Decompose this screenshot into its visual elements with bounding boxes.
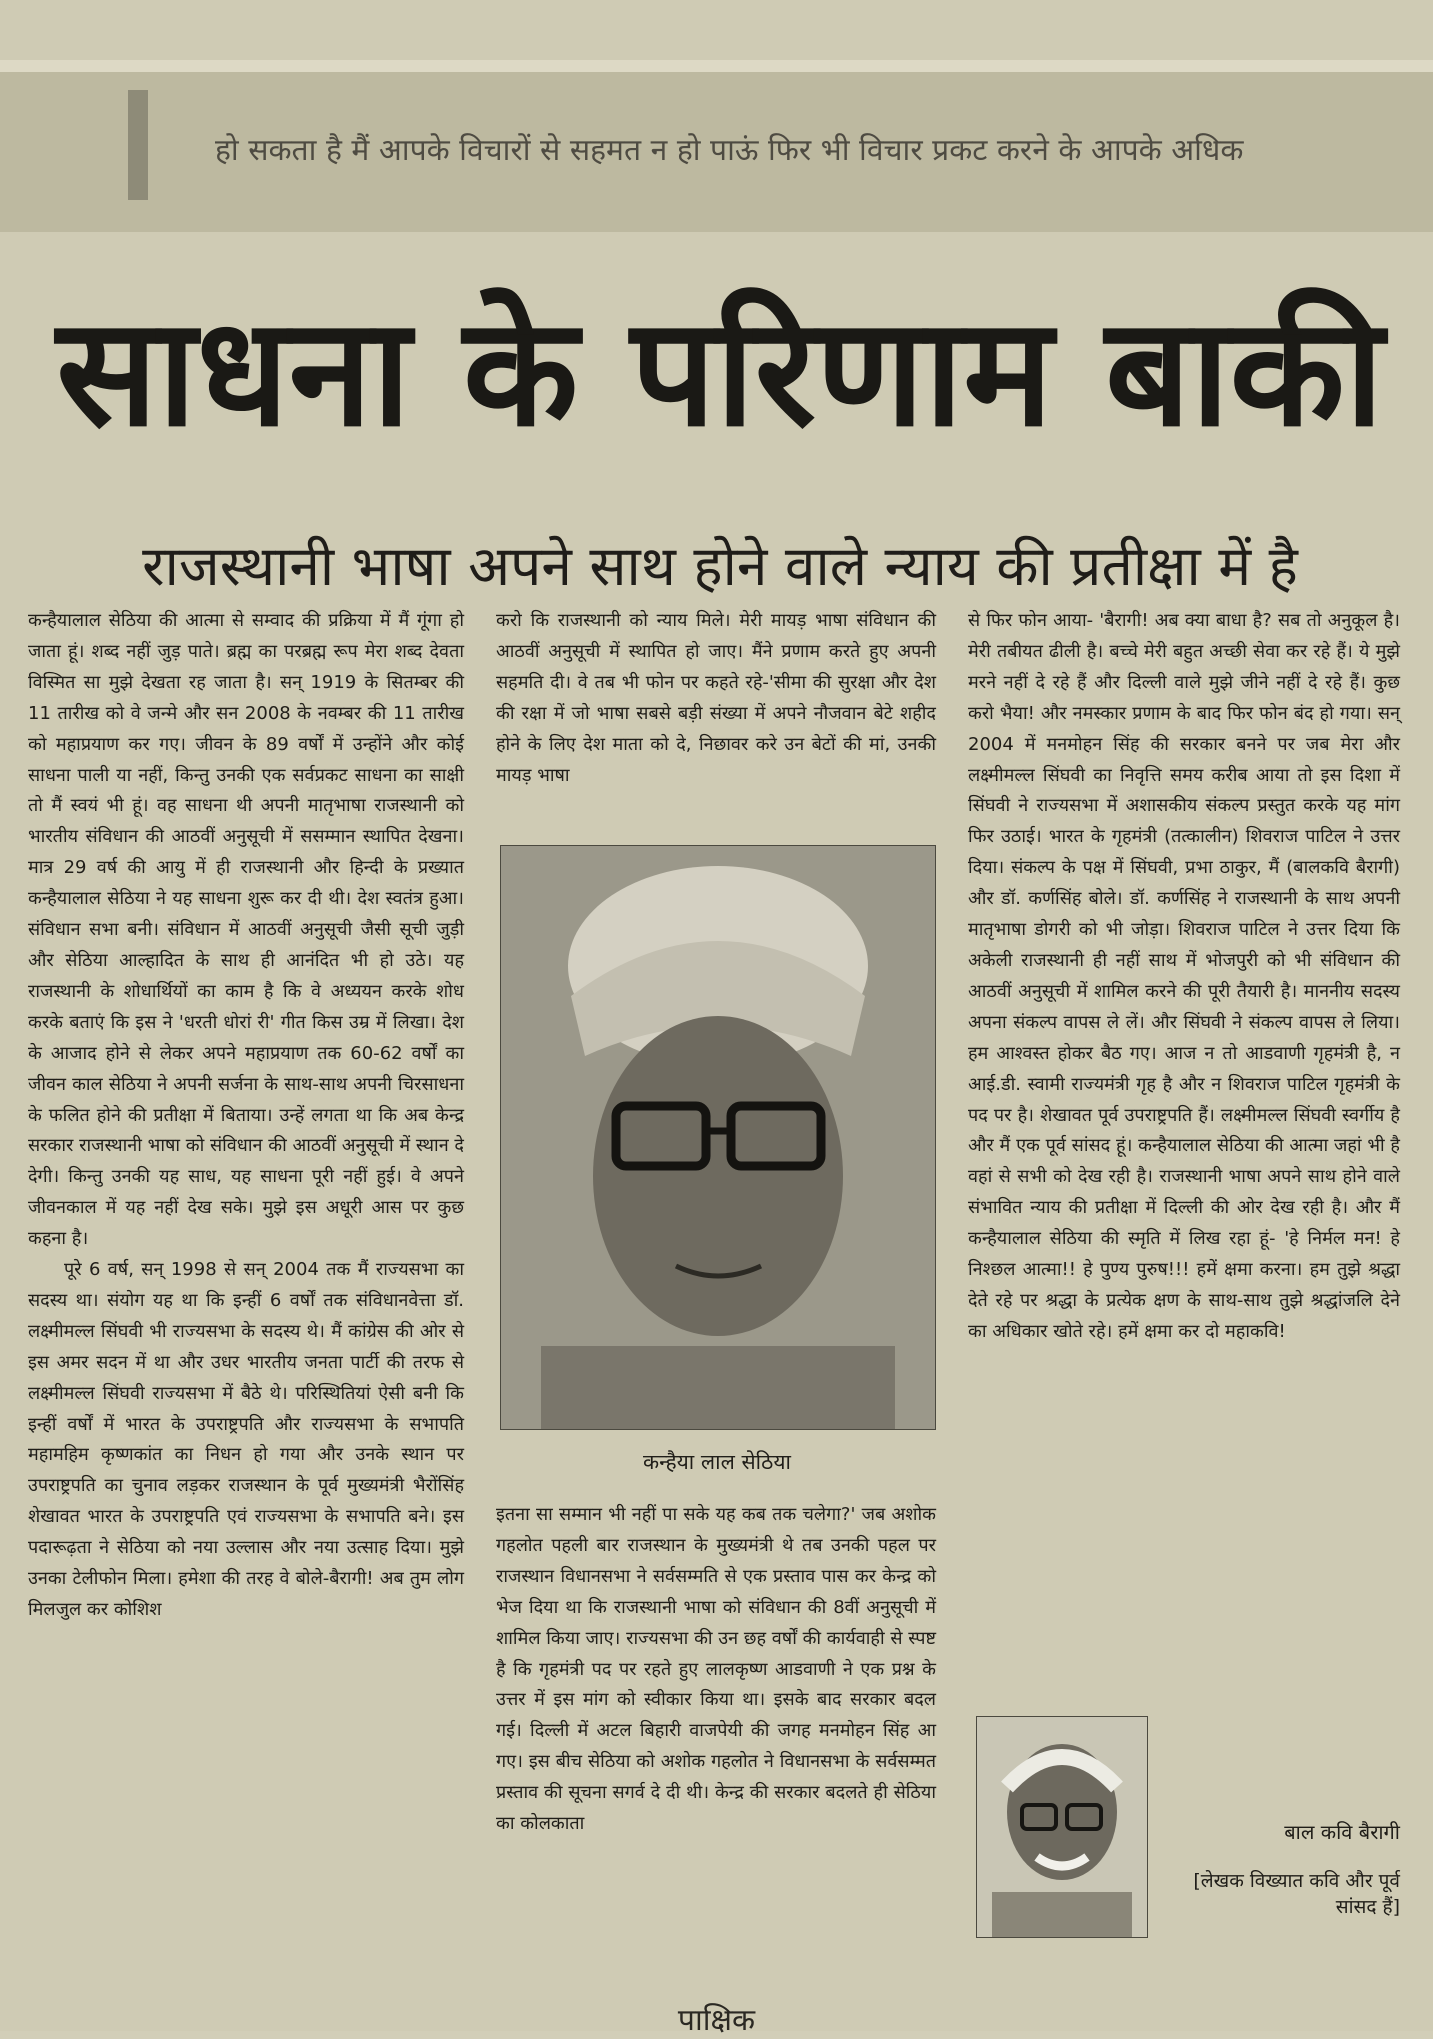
author-note: [लेखक विख्यात कवि और पूर्व सांसद हैं] xyxy=(1193,1870,1400,1918)
portrait-illustration xyxy=(501,846,935,1429)
article-paragraph: से फिर फोन आया- 'बैरागी! अब क्या बाधा है? सब तो अनुकूल है। मेरी तबीयत ढीली है। बच्चे मेरी बहुत अच्छी सेवा कर रहे हैं। ये मुझे मरने नहीं दे रहे हैं और दिल्ली वाले मुझे जीने नहीं दे रहे हैं। कुछ करो भैया! और नमस्कार प्रणाम के बाद फिर फोन बंद हो गया। सन् 2004 में मनमोहन सिंह की सरकार बनने पर जब मेरा और लक्ष्मीमल्ल सिंघवी का निवृत्ति समय करीब आया तो इस दिशा में सिंघवी ने राज्यसभा में अशासकीय संकल्प प्रस्तुत करके यह मांग फिर उठाई। भारत के गृहमंत्री (तत्कालीन) शिवराज पाटिल ने उत्तर दिया। संकल्प के पक्ष में सिंघवी, प्रभा ठाकुर, मैं (बालकवि बैरागी) और डॉ. कर्णसिंह बोले। डॉ. कर्णसिंह ने राजस्थानी के साथ अपनी मातृभाषा डोगरी को भी जोड़ा। शिवराज पाटिल ने उत्तर दिया कि अकेली राजस्थानी ही नहीं साथ में भोजपुरी को भी संविधान की आठवीं अनुसूची में शामिल करने की पूरी तैयारी है। माननीय सदस्य अपना संकल्प वापस ले लें। और सिंघवी ने संकल्प वापस ले लिया। हम आश्वस्त होकर बैठ गए। आज न तो आडवाणी गृहमंत्री है, न आई.डी. स्वामी राज्यमंत्री गृह है और न शिवराज पाटिल गृहमंत्री के पद पर है। शेखावत पूर्व उपराष्ट्रपति हैं। लक्ष्मीमल्ल सिंघवी स्वर्गीय है और मैं एक पूर्व सांसद हूं। कन्हैयालाल सेठिया की आत्मा जहां भी है वहां से सभी को देख रही है। राजस्थानी भाषा अपने साथ होने वाले संभावित न्याय की प्रतीक्षा में दिल्ली की ओर देख रही है। और मैं कन्हैयालाल सेठिया की स्मृति में लिख रहा हूं- 'हे निर्मल मन! हे निश्छल आत्मा!! हे पुण्य पुरुष!!! हमें क्षमा करना। हम तुझे श्रद्धा देते रहे पर श्रद्धा के प्रत्येक क्षण के साथ-साथ तुझे श्रद्धांजलि देने का अधिकार खोते रहे। हमें क्षमा कर दो महाकवि! xyxy=(968,610,1400,1342)
banner-quote: हो सकता है मैं आपके विचारों से सहमत न हो पाऊं फिर भी विचार प्रकट करने के आपके अधिक xyxy=(215,133,1244,168)
article-column-1 xyxy=(28,606,464,1626)
portrait-photo xyxy=(500,845,936,1430)
photo-caption: कन्हैया लाल सेठिया xyxy=(643,1450,791,1474)
author-photo xyxy=(976,1716,1148,1938)
article-column-3 xyxy=(968,606,1400,1348)
article-column-2-top xyxy=(496,606,936,791)
author-illustration xyxy=(977,1717,1147,1937)
headline: साधना के परिणाम बाकी xyxy=(56,286,1384,460)
article-paragraph: कन्हैयालाल सेठिया की आत्मा से सम्वाद की प्रक्रिया में मैं गूंगा हो जाता हूं। शब्द नहीं जुड़ पाते। ब्रह्म का परब्रह्म रूप मेरा शब्द देवता विस्मित सा मुझे देखता रह जाता है। सन् 1919 के सितम्बर की 11 तारीख को वे जन्मे और सन 2008 के नवम्बर की 11 तारीख को महाप्रयाण कर गए। जीवन के 89 वर्षों में उन्होंने और कोई साधना पाली या नहीं, किन्तु उनकी एक सर्वप्रकट साधना का साक्षी तो मैं स्वयं भी हूं। वह साधना थी अपनी मातृभाषा राजस्थानी को भारतीय संविधान की आठवीं अनुसूची में ससम्मान स्थापित देखना। मात्र 29 वर्ष की आयु में ही राजस्थानी और हिन्दी के प्रख्यात कन्हैयालाल सेठिया ने यह साधना शुरू कर दी थी। देश स्वतंत्र हुआ। संविधान सभा बनी। संविधान में आठवीं अनुसूची जैसी सूची जुड़ी और सेठिया आल्हादित के साथ ही आनंदित भी हो उठे। यह राजस्थानी के शोधार्थियों का काम है कि वे अध्ययन करके शोध करके बताएं कि इस ने 'धरती धोरां री' गीत किस उम्र में लिखा। देश के आजाद होने से लेकर अपने महाप्रयाण तक 60-62 वर्षों का जीवन काल सेठिया ने अपनी सर्जना के साथ-साथ अपनी चिरसाधना के फलित होने की प्रतीक्षा में बिताया। उन्हें लगता था कि अब केन्द्र सरकार राजस्थानी भाषा को संविधान की आठवीं अनुसूची में स्थान दे देगी। किन्तु उनकी यह साध, यह साधना पूरी नहीं हुई। वे अपने जीवनकाल में यह नहीं देख सके। मुझे इस अधूरी आस पर कुछ कहना है। xyxy=(28,610,464,1250)
article-paragraph: पूरे 6 वर्ष, सन् 1998 से सन् 2004 तक मैं राज्यसभा का सदस्य था। संयोग यह था कि इन्हीं 6 वर्षों तक संविधानवेत्ता डॉ. लक्ष्मीमल्ल सिंघवी भी राज्यसभा के सदस्य थे। मैं कांग्रेस की ओर से इस अमर सदन में था और उधर भारतीय जनता पार्टी की तरफ से लक्ष्मीमल्ल सिंघवी राज्यसभा में बैठे थे। परिस्थितियां ऐसी बनी कि इन्हीं वर्षों में भारत के उपराष्ट्रपति और राज्यसभा के सभापति महामहिम कृष्णकांत का निधन हो गया और उनके स्थान पर उपराष्ट्रपति का चुनाव लड़कर राजस्थान के पूर्व मुख्यमंत्री भैरोंसिंह शेखावत भारत के उपराष्ट्रपति एवं राज्यसभा के सभापति बने। इस पदारूढ़ता ने सेठिया को नया उल्लास और नया उत्साह दिया। मुझे उनका टेलीफोन मिला। हमेशा की तरह वे बोले-बैरागी! अब तुम लोग मिलजुल कर कोशिश xyxy=(28,1259,464,1620)
article-paragraph: करो कि राजस्थानी को न्याय मिले। मेरी मायड़ भाषा संविधान की आठवीं अनुसूची में स्थापित हो जाए। मैंने प्रणाम करते हुए अपनी सहमति दी। वे तब भी फोन पर कहते रहे-'सीमा की सुरक्षा और देश की रक्षा में जो भाषा सबसे बड़ी संख्या में अपने नौजवान बेटे शहीद होने के लिए देश माता को दे, निछावर करे उन बेटों की मां, उनकी मायड़ भाषा xyxy=(496,610,936,786)
banner-marker xyxy=(128,90,148,200)
banner-torn-edge xyxy=(0,60,1433,72)
article-column-2-bottom xyxy=(496,1500,936,1840)
footer-label: पाक्षिक xyxy=(677,2003,756,2038)
article-paragraph: इतना सा सम्मान भी नहीं पा सके यह कब तक चलेगा?' जब अशोक गहलोत पहली बार राजस्थान के मुख्यमंत्री थे तब उनकी पहल पर राजस्थान विधानसभा ने सर्वसम्मति से एक प्रस्ताव पास कर केन्द्र को भेज दिया था कि राजस्थानी भाषा को संविधान की 8वीं अनुसूची में शामिल किया जाए। राज्यसभा की उन छह वर्षों की कार्यवाही से स्पष्ट है कि गृहमंत्री पद पर रहते हुए लालकृष्ण आडवाणी ने एक प्रश्न के उत्तर में इस मांग को स्वीकार किया था। इसके बाद सरकार बदल गई। दिल्ली में अटल बिहारी वाजपेयी की जगह मनमोहन सिंह आ गए। इस बीच सेठिया को अशोक गहलोत ने विधानसभा के सर्वसम्मत प्रस्ताव की सूचना सगर्व दे दी थी। केन्द्र की सरकार बदलते ही सेठिया का कोलकाता xyxy=(496,1504,936,1835)
author-name: बाल कवि बैरागी xyxy=(1284,1820,1400,1844)
subheadline: राजस्थानी भाषा अपने साथ होने वाले न्याय की प्रतीक्षा में है xyxy=(142,534,1298,598)
